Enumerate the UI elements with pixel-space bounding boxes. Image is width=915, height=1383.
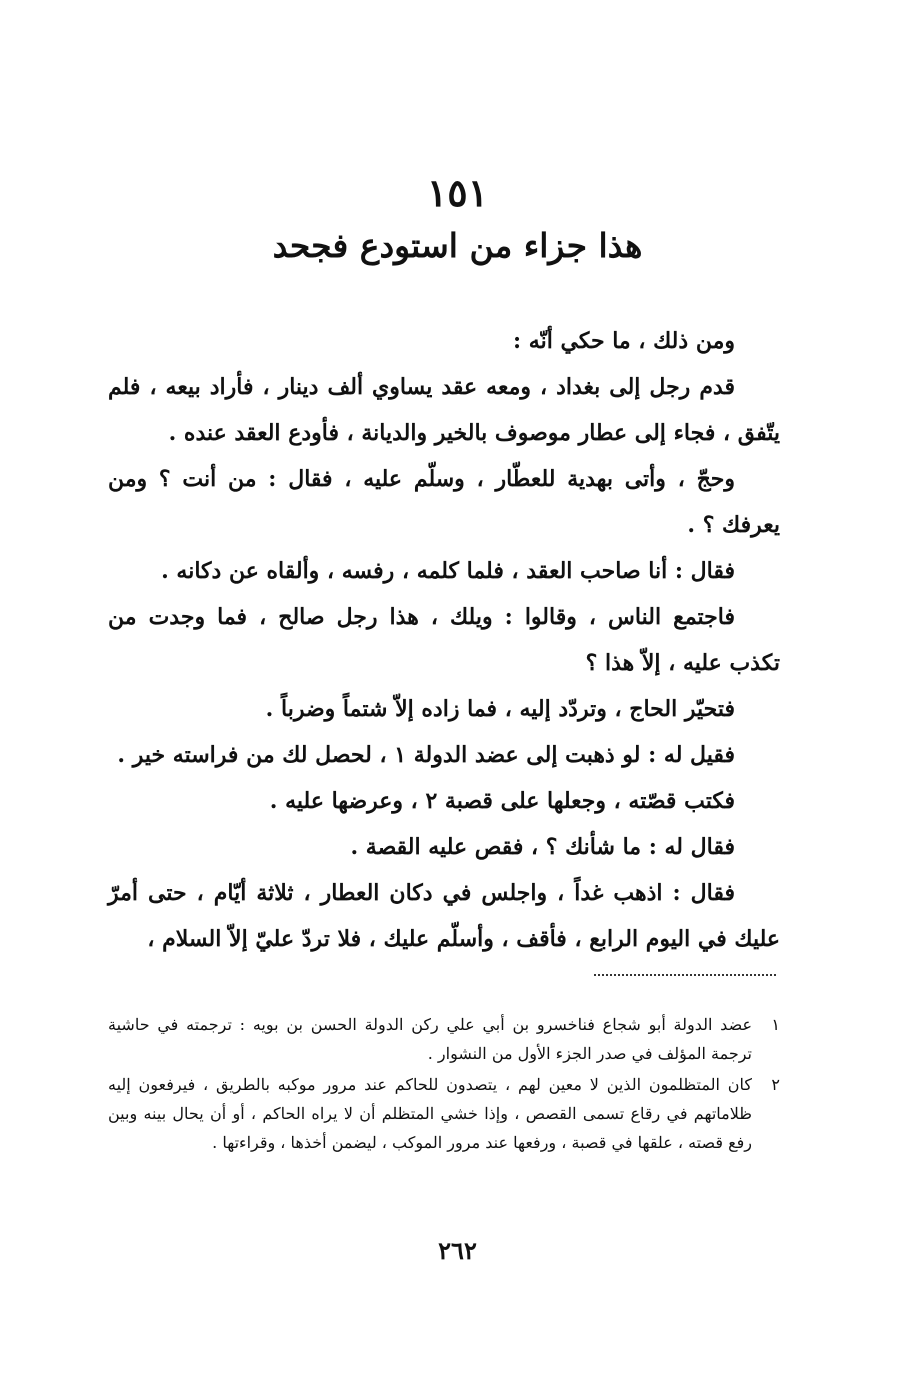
story-title: هذا جزاء من استودع فجحد: [272, 226, 643, 265]
paragraph: فقال : اذهب غداً ، واجلس في دكان العطار ، ثلاثة أيّام ، حتى أمرّ عليك في اليوم الرابع ، فأقف ، وأسلّم عليك ، فلا تردّ عليّ إلاّ السلام ،: [108, 880, 780, 952]
main-text: [108, 318, 780, 962]
footnote-number: ١: [771, 1015, 780, 1034]
footnote-number: ٢: [771, 1075, 780, 1094]
story-number: ١٥١: [426, 170, 489, 215]
paragraph: فقال له : ما شأنك ؟ ، فقص عليه القصة .: [350, 834, 735, 860]
paragraph: فكتب قصّته ، وجعلها على قصبة ٢ ، وعرضها عليه .: [269, 788, 735, 814]
footnote-text: عضد الدولة أبو شجاع فناخسرو بن أبي علي ركن الدولة الحسن بن بويه : ترجمته في حاشية ترجمة المؤلف في صدر الجزء الأول من النشوار .: [108, 1015, 752, 1063]
footnote: [108, 1070, 780, 1157]
footnote-divider: [594, 974, 776, 976]
paragraph: فقيل له : لو ذهبت إلى عضد الدولة ١ ، لحصل لك من فراسته خير .: [117, 742, 735, 768]
paragraph: قدم رجل إلى بغداد ، ومعه عقد يساوي ألف دينار ، فأراد بيعه ، فلم يتّفق ، فجاء إلى عطار موصوف بالخير والديانة ، فأودع العقد عنده .: [108, 374, 780, 446]
footnotes: [108, 1010, 780, 1159]
footnote-text: كان المتظلمون الذين لا معين لهم ، يتصدون للحاكم عند مرور موكبه بالطريق ، فيرفعون إليه ظلاماتهم في رقاع تسمى القصص ، وإذا خشي المتظلم أن لا يراه الحاكم ، أو أن يحال بينه وبين رفع قصته ، علقها في قصبة ، ورفعها عند مرور الموكب ، ليضمن أخذها ، وقراءتها .: [108, 1075, 752, 1152]
footnote: [108, 1010, 780, 1068]
paragraph: فقال : أنا صاحب العقد ، فلما كلمه ، رفسه ، وألقاه عن دكانه .: [161, 558, 735, 584]
paragraph: فتحيّر الحاج ، وتردّد إليه ، فما زاده إلاّ شتماً وضرباً .: [265, 696, 735, 722]
paragraph: ومن ذلك ، ما حكي أنّه :: [513, 328, 735, 354]
page-number: ٢٦٢: [438, 1236, 477, 1265]
paragraph: فاجتمع الناس ، وقالوا : ويلك ، هذا رجل صالح ، فما وجدت من تكذب عليه ، إلاّ هذا ؟: [108, 604, 780, 676]
paragraph: وحجّ ، وأتى بهدية للعطّار ، وسلّم عليه ، فقال : من أنت ؟ ومن يعرفك ؟ .: [108, 466, 780, 538]
